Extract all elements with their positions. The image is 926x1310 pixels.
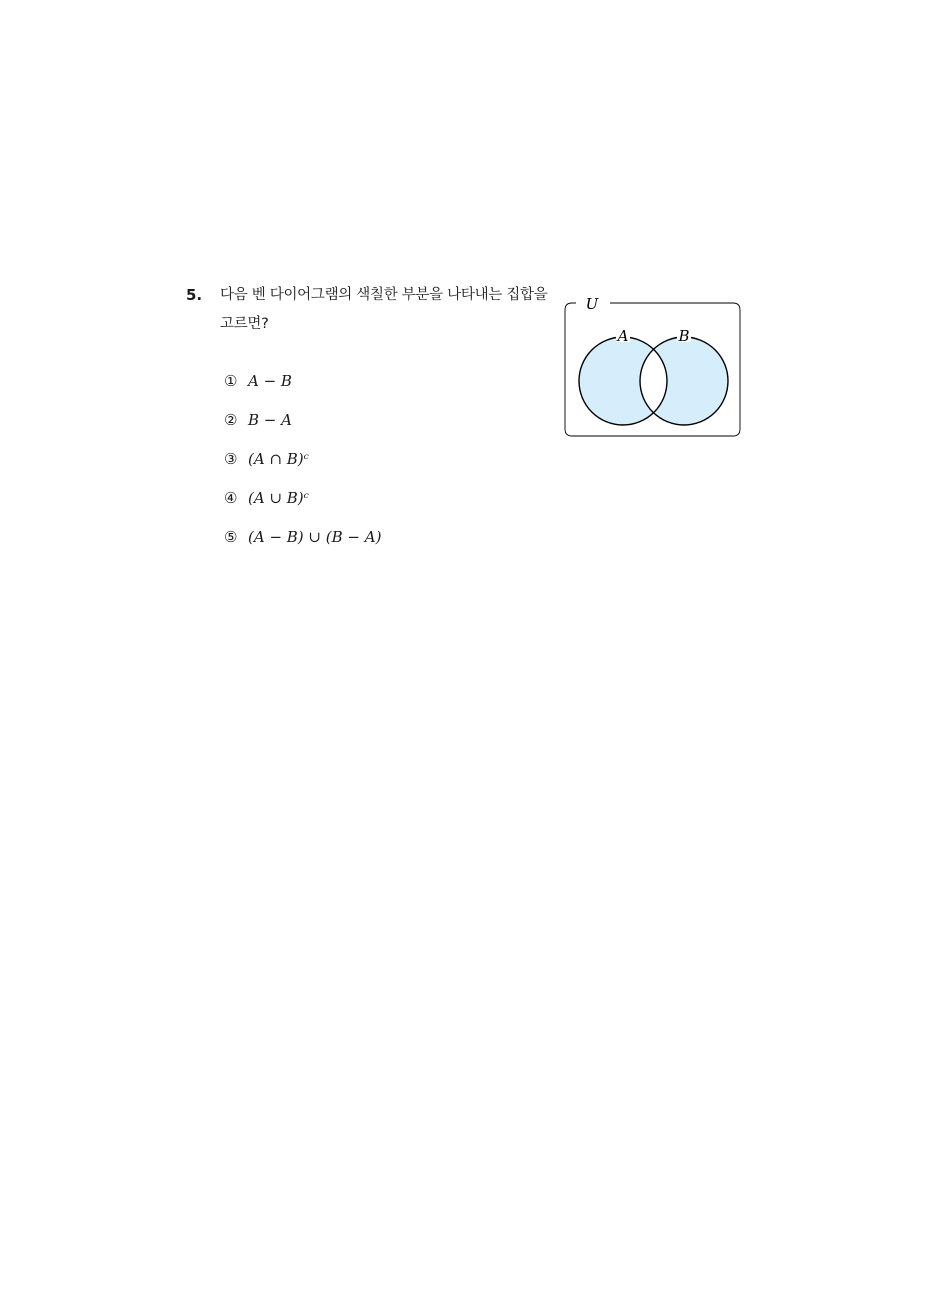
- choice-2[interactable]: [224, 401, 381, 440]
- choice-marker: ①: [224, 372, 238, 391]
- set-a-label: A: [617, 327, 629, 345]
- universe-label: U: [585, 295, 599, 313]
- choice-1[interactable]: [224, 362, 381, 401]
- choice-expression: B − A: [248, 411, 292, 430]
- choice-marker: ③: [224, 449, 238, 468]
- question-number: 5.: [186, 286, 203, 304]
- choice-5[interactable]: [224, 517, 381, 556]
- choice-3[interactable]: [224, 440, 381, 479]
- question-stem: 다음 벤 다이어그램의 색칠한 부분을 나타내는 집합을 고르면?: [220, 287, 548, 332]
- choice-marker: ④: [224, 488, 238, 507]
- venn-diagram: [558, 288, 748, 440]
- choice-expression: (A ∪ B)ᶜ: [248, 488, 309, 507]
- choice-expression: A − B: [248, 372, 292, 391]
- choice-expression: (A ∩ B)ᶜ: [248, 449, 309, 468]
- choice-marker: ⑤: [224, 527, 238, 546]
- answer-choices: [224, 362, 381, 556]
- choice-marker: ②: [224, 411, 238, 430]
- set-b-label: B: [678, 327, 690, 345]
- choice-expression: (A − B) ∪ (B − A): [248, 527, 382, 546]
- choice-4[interactable]: [224, 478, 381, 517]
